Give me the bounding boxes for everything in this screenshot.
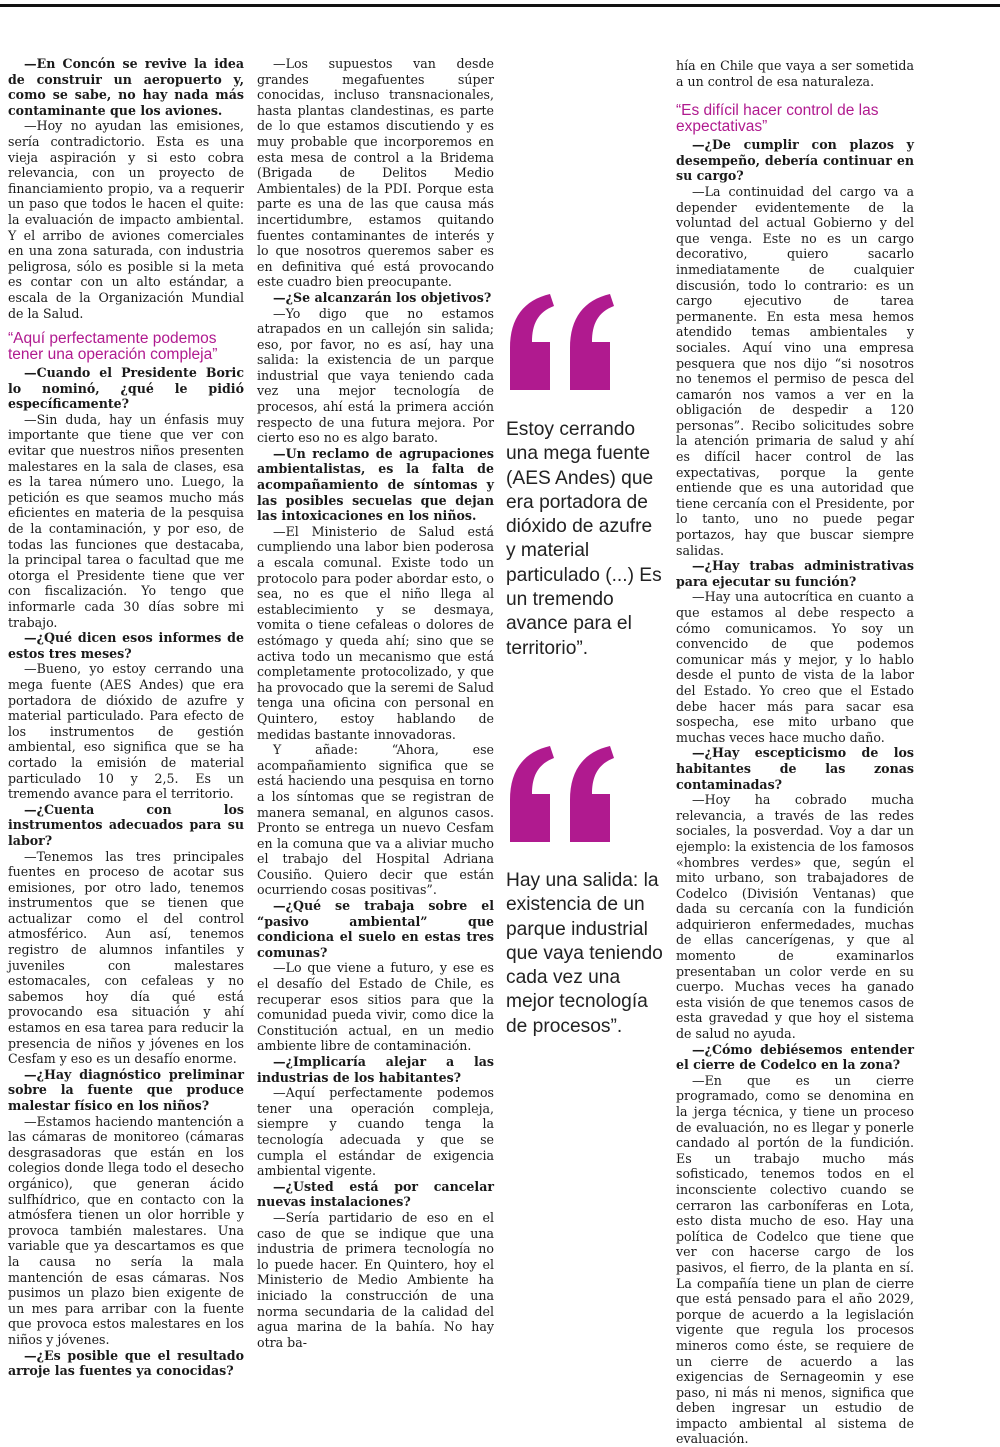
- answer: —Sin duda, hay un énfasis muy importante que tiene que ver con evitar que nuestros niños presenten malestares en la sala de clases, esa es la tarea número uno. Luego, la petición es que seamos mucho más eficientes en materia de la pesquisa de la contaminación, y por eso, de todas las funciones que destacaba, la principal tarea o facultad que me otorga el Presidente tiene que ver con fiscalización. Yo tengo que informarle cada 30 días sobre mi trabajo.: [8, 411, 244, 630]
- question: —Un reclamo de agrupaciones ambientalistas, es la falta de acompañamiento de síntomas y las posibles secuelas que dejan las intoxicaciones en los niños.: [257, 445, 494, 524]
- quote-mark-icon: [506, 744, 666, 864]
- answer: —Los supuestos van desde grandes megafuentes súper conocidas, incluso transnacionales, hasta plantas clandestinas, es parte de lo que estamos discutiendo y es muy probable que incorporemos en esta mesa de control a la Bridema (Brigada de Delitos Medio Ambientales) de la PDI. Porque esta parte es una de las que causa más incertidumbre, estamos quitando fuentes contaminantes de interés y lo que nosotros queremos saber es en definitiva qué está provocando este cuadro bien preocupante.: [257, 56, 494, 290]
- answer: Y añade: “Ahora, ese acompañamiento significa que se está haciendo una pesquisa en torno a los síntomas que se registran de manera semanal, en algunos casos. Pronto se entrega un nuevo Cesfam en la comuna que va a aliviar mucho el trabajo del Hospital Adriana Cousiño. Quiero decir que están ocurriendo cosas positivas”.: [257, 742, 494, 898]
- question: —¿Hay diagnóstico preliminar sobre la fuente que produce malestar físico en los niños?: [8, 1066, 244, 1113]
- answer: —Bueno, yo estoy cerrando una mega fuente (AES Andes) que era portadora de dióxido de azufre y material particulado. Para efecto de los instrumentos de gestión ambiental, eso significa que se ha cortado la emisión de material particulado 10 y 2,5. Es un tremendo avance para el territorio.: [8, 661, 244, 802]
- pull-quote-1: [506, 292, 666, 661]
- question: —Cuando el Presidente Boric lo nominó, ¿qué le pidió específicamente?: [8, 365, 244, 412]
- question: —¿Usted está por cancelar nuevas instalaciones?: [257, 1178, 494, 1210]
- question: —¿Cómo debiésemos entender el cierre de Codelco en la zona?: [676, 1041, 914, 1073]
- answer: —Estamos haciendo mantención a las cámaras de monitoreo (cámaras desgrasadoras que están en los colegios donde llega todo el desecho orgánico), que generan ácido sulfhídrico, que en contacto con la atmósfera tienen un olor horrible y provoca también malestares. Una variable que ya descartamos es que la causa no sería la mala mantención de esas cámaras. Nos pusimos un plazo bien exigente de un mes para arribar con la fuente que provoca estos malestares en los niños y jóvenes.: [8, 1113, 244, 1347]
- article-column-3: [676, 58, 914, 1447]
- quote-mark-icon: [506, 292, 666, 412]
- article-column-2: [257, 56, 494, 1350]
- pull-quote-2: [506, 744, 666, 1039]
- question: —¿Qué se trabaja sobre el “pasivo ambiental” que condiciona el suelo en estas tres comunas?: [257, 898, 494, 960]
- question: —En Concón se revive la idea de construir un aeropuerto y, como se sabe, no hay nada más contaminante que los aviones.: [8, 56, 244, 118]
- question: —¿Es posible que el resultado arroje las fuentes ya conocidas?: [8, 1347, 244, 1379]
- answer: —Hoy no ayudan las emisiones, sería contradictorio. Esta es una vieja aspiración y si esto cobra relevancia, con un proyecto de financiamiento propio, va a requerir un paso que todos le hacen el quite: la evaluación de impacto ambiental. Y el arribo de aviones comerciales en una zona saturada, con industria peligrosa, sólo es posible si la meta es contar con un alto estándar, a escala de la Organización Mundial de la Salud.: [8, 118, 244, 321]
- question: —¿Hay escepticismo de los habitantes de las zonas contaminadas?: [676, 745, 914, 792]
- question: —¿Implicaría alejar a las industrias de los habitantes?: [257, 1054, 494, 1085]
- answer: —Tenemos las tres principales fuentes en proceso de acotar sus emisiones, por otro lado, tenemos instrumentos que se tienen que actualizar como el del control atmosférico. Aun así, tenemos registro de alumnos infantiles y juveniles con malestares estomacales, con cefaleas y no sabemos hoy día qué está provocando esa situación y ahí estamos en esa tarea para reducir la presencia de niños y jóvenes en los Cesfam y eso es un desafío enorme.: [8, 848, 244, 1067]
- answer: —Lo que viene a futuro, y ese es el desafío del Estado de Chile, es recuperar esos sitios para que la comunidad pueda vivir, como dice la Constitución actual, en un medio ambiente libre de contaminación.: [257, 960, 494, 1054]
- section-subhead: “Es difícil hacer control de las expectativas”: [676, 102, 879, 136]
- answer: —Hay una autocrítica en cuanto a que estamos al debe respecto a cómo comunicamos. Yo soy un convencido de que podemos comunicar más y mejor, y lo hablo desde el punto de vista de la labor del Estado. Yo creo que el Estado debe hacer más para sacar esa sospecha, ese mito urbano que muchas veces hace mucho daño.: [676, 589, 914, 745]
- pull-quote-text: Hay una salida: la existencia de un parque industrial que vaya teniendo cada vez una mejor tecnología de procesos”.: [506, 870, 663, 1037]
- question: —¿Hay trabas administrativas para ejecutar su función?: [676, 558, 914, 589]
- answer: —La continuidad del cargo va a depender evidentemente de la voluntad del actual Gobierno y del que venga. Este no es un cargo decorativo, quiero sacarlo inmediatamente de cualquier discusión, todo lo contrario: es un cargo ejecutivo de tarea permanente. En esta mesa hemos atendido temas ambientales y sociales. Aquí vino una empresa pesquera que nos dijo “si nosotros no tenemos el permiso de pesca del camarón nos vamos a ver en la obligación de despedir a 120 personas”. Recibo solicitudes sobre la atención primaria de salud y ahí es difícil hacer control de las expectativas, porque la gente entiende que es una autoridad que tiene cercanía con el Presidente, por lo tanto, uno no puede pegar portazos, hay que buscar siempre salidas.: [676, 183, 914, 558]
- article-column-1: [8, 56, 244, 1379]
- question: —¿Se alcanzarán los objetivos?: [273, 289, 492, 305]
- question: —¿De cumplir con plazos y desempeño, debería continuar en su cargo?: [676, 137, 914, 184]
- question: —¿Qué dicen esos informes de estos tres meses?: [8, 630, 244, 661]
- question: —¿Cuenta con los instrumentos adecuados para su labor?: [8, 801, 244, 848]
- top-rule: [0, 4, 1000, 7]
- pull-quote-text: Estoy cerrando una mega fuente (AES Andes) que era portadora de dióxido de azufre y material particulado (...) Es un tremendo avance para el territorio”.: [506, 419, 662, 659]
- answer: —Hoy ha cobrado mucha relevancia, a través de las redes sociales, la posverdad. Voy a dar un ejemplo: la existencia de los famosos «hombres verdes» que, según el mito urbano, son trabajadores de Codelco (División Ventanas) que dada su cercanía con la fundición adquirieron enfermedades, muchas de ellas cancerígenas, y que al momento de examinarlos presentaban un color verde en su cuerpo. Muchas veces ha ganado esta visión de que tenemos casos de esta gravedad y que hoy el sistema de salud no ayuda.: [676, 792, 914, 1042]
- answer: —El Ministerio de Salud está cumpliendo una labor bien poderosa a escala comunal. Existe todo un protocolo para poder abordar esto, o sea, no es que el niño llega al establecimiento y se desmaya, vomita o tiene cefaleas o dolores de estómago y queda ahí; sino que se activa todo un mecanismo que está completamente protocolizado, y que ha provocado que la seremi de Salud tenga una oficina con personal en Quintero, estoy hablando de medidas bastante innovadoras.: [257, 523, 494, 742]
- answer: —Sería partidario de eso en el caso de que se indique que una industria de primera tecnología no lo puede hacer. En Quintero, hoy el Ministerio de Medio Ambiente ha iniciado la construcción de una norma secundaria de la calidad del agua marina de la bahía. No hay otra ba-: [257, 1209, 494, 1350]
- answer: —En que es un cierre programado, como se denomina en la jerga técnica, y tiene un proceso de evaluación, no es llegar y ponerle candado al portón de la fundición. Es un trabajo mucho más sofisticado, tenemos todos en el inconsciente colectivo cuando se cerraron las carboníferas en Lota, esto dista mucho de eso. Hay una política de Codelco que tiene que ver con hacerse cargo de los pasivos, el fierro, de la planta en sí. La compañía tiene un plan de cierre que está pensado para el año 2029, porque de acuerdo a la legislación vigente que regula los procesos mineros como éste, se requiere de un cierre de acuerdo a las exigencias de Sernageomin y ese paso, ni más ni menos, significa que deben ingresar un estudio de impacto ambiental al sistema de evaluación.: [676, 1072, 914, 1447]
- answer: hía en Chile que vaya a ser sometida a un control de esa naturaleza.: [676, 58, 914, 89]
- answer: —Aquí perfectamente podemos tener una operación compleja, siempre y cuando tenga la tecnología adecuada y que se cumpla el estándar de exigencia ambiental vigente.: [257, 1085, 494, 1179]
- section-subhead: “Aquí perfectamente podemos tener una operación compleja”: [8, 330, 218, 364]
- answer: —Yo digo que no estamos atrapados en un callejón sin salida; eso, por favor, no es así, hay una salida: la existencia de un parque industrial que vaya teniendo cada vez una mejor tecnología de procesos, ahí está la primera acción respecto de una futura mejora. Por cierto eso no es algo barato.: [257, 305, 494, 446]
